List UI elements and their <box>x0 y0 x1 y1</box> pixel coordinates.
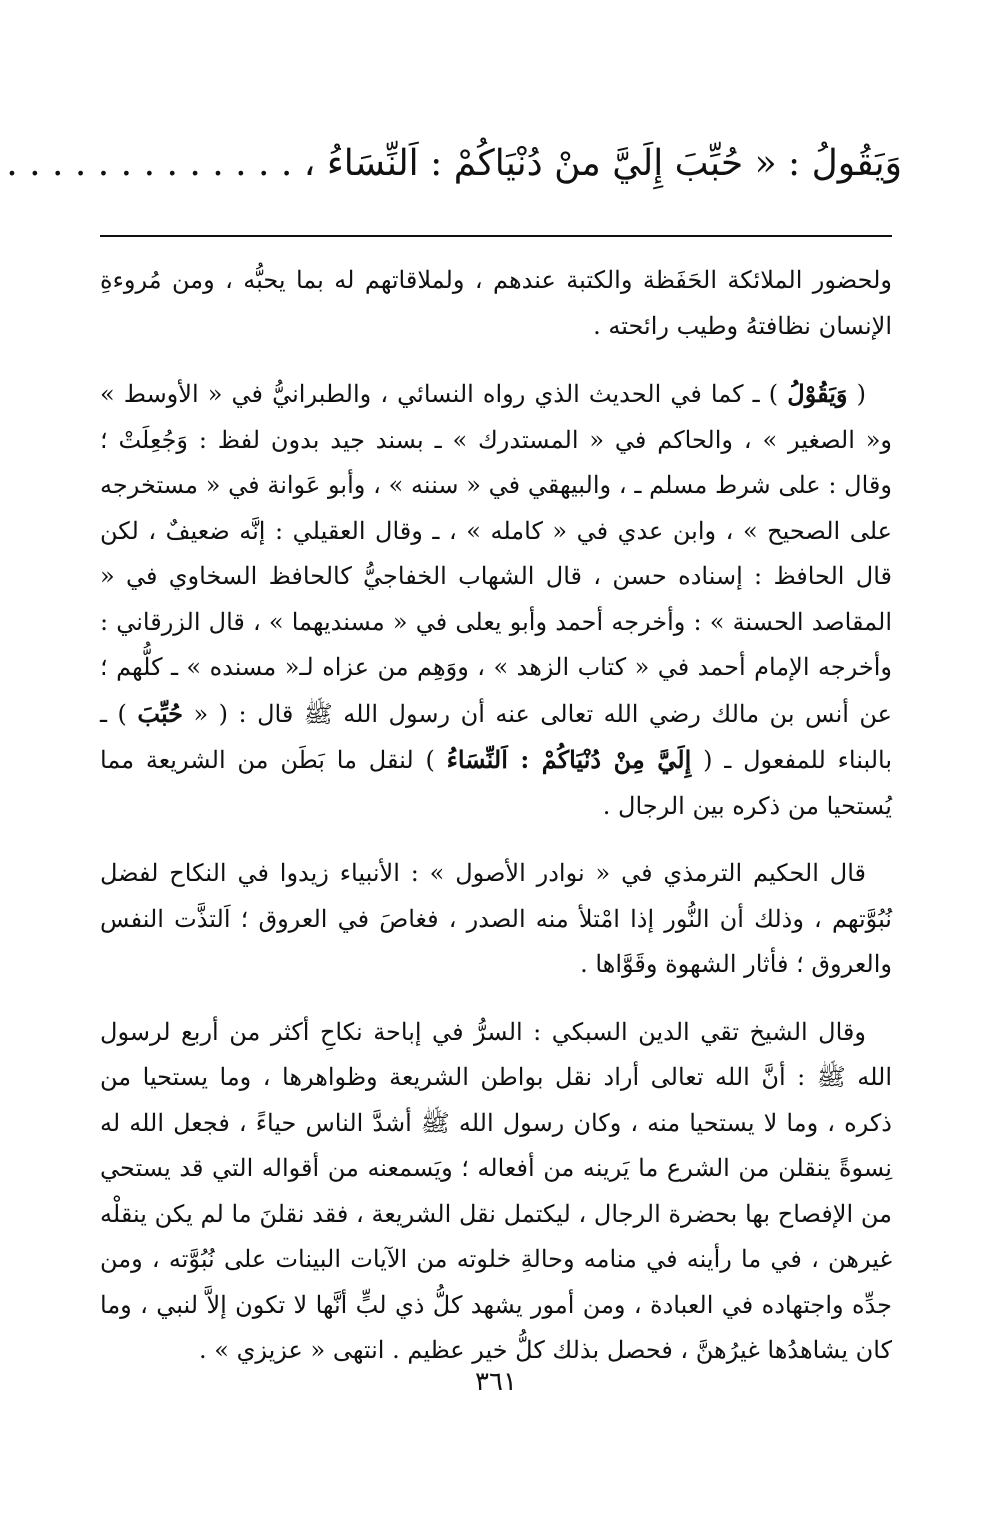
commentary-text-2a: ) ـ كما في الحديث الذي رواه النسائي ، والطبرانيُّ في « الأوسط » و« الصغير » ، والحاكم في « المستدرك » ـ بسند جيد بدون لفظ : وَجُعِلَتْ ؛ وقال : على شرط مسلم ـ ، والبيهقي في « سننه » ، وأبو عَوانة في « مستخرجه على الصحيح » ، وابن عدي في « كامله » ، ـ وقال العقيلي : إنَّه ضعيفٌ ، لكن قال الحافظ : إسناده حسن ، قال الشهاب الخفاجيُّ كالحافظ السخاوي في « المقاصد الحسنة » : وأخرجه أحمد وأبو يعلى في « مسنديهما » ، قال الزرقاني : وأخرجه الإمام أحمد في « كتاب الزهد » ، ووَهِم من عزاه لـ« مسنده » ـ كلُّهم ؛ عن أنس بن مالك رضي الله تعالى عنه أن رسول الله ﷺ قال : ( « <box>100 380 893 728</box>
hadith-text-line: وَيَقُولُ : « حُبِّبَ إِلَيَّ منْ دُنْيَاكُمْ : اَلنِّسَاءُ ، . . . . . . . . . . . . . <box>6 143 902 184</box>
commentary-term-nisaa: إِلَيَّ مِنْ دُنْيَاكُمْ : اَلنِّسَاءُ <box>446 745 692 774</box>
paren-open: ( <box>847 380 866 408</box>
commentary-term-hubbiba: حُبِّبَ <box>137 698 184 728</box>
page-number: ٣٦١ <box>475 1367 517 1397</box>
commentary-paragraph-1: ولحضور الملائكة الحَفَظة والكتبة عندهم ، ولملاقاتهم له بما يحبُّه ، ومن مُروءةِ الإنسان نظافتهُ وطيب رائحته . <box>100 266 892 340</box>
commentary-term-yaqul: وَيَقُوْلُ <box>787 379 848 408</box>
commentary-text-2b: ) ـ بالبناء للمفعول ـ ( <box>100 699 892 774</box>
footnote-divider <box>100 235 892 237</box>
commentary-paragraph-3: قال الحكيم الترمذي في « نوادر الأصول » : الأنبياء زيدوا في النكاح لفضل نُبُوَّتهم ، وذلك أن النُّور إذا امْتلأ منه الصدر ، فغاصَ في العروق ؛ اَلتذَّت النفس والعروق ؛ فأثار الشهوة وقَوَّاها . <box>100 859 892 978</box>
commentary-paragraph-2 <box>100 371 892 829</box>
commentary-text-2c: ) لنقل ما بَطَن من الشريعة مما يُستحيا من ذكره بين الرجال . <box>100 746 892 820</box>
commentary-body <box>100 258 892 1396</box>
commentary-paragraph-4: وقال الشيخ تقي الدين السبكي : السرُّ في إباحة نكاحِ أكثر من أربع لرسول الله ﷺ : أنَّ الله تعالى أراد نقل بواطن الشريعة وظواهرها ، وما يستحيا من ذكره ، وما لا يستحيا منه ، وكان رسول الله ﷺ أشدَّ الناس حياءً ، فجعل الله له نِسوةً ينقلن من الشرع ما يَرينه من أفعاله ؛ ويَسمعنه من أقواله التي قد يستحي من الإفصاح بها بحضرة الرجال ، ليكتمل نقل الشريعة ، فقد نقلنَ ما لم يكن ينقلْه غيرهن ، في ما رأينه في منامه وحالةِ خلوته من الآيات البينات على نُبُوَّته ، ومن جدِّه واجتهاده في العبادة ، ومن أمور يشهد كلُّ ذي لبٍّ أنَّها لا تكون إلاَّ لنبي ، وما كان يشاهدُها غيرُهنَّ ، فحصل بذلك كلُّ خير عظيم . انتهى « عزيزي » . <box>100 1017 893 1364</box>
